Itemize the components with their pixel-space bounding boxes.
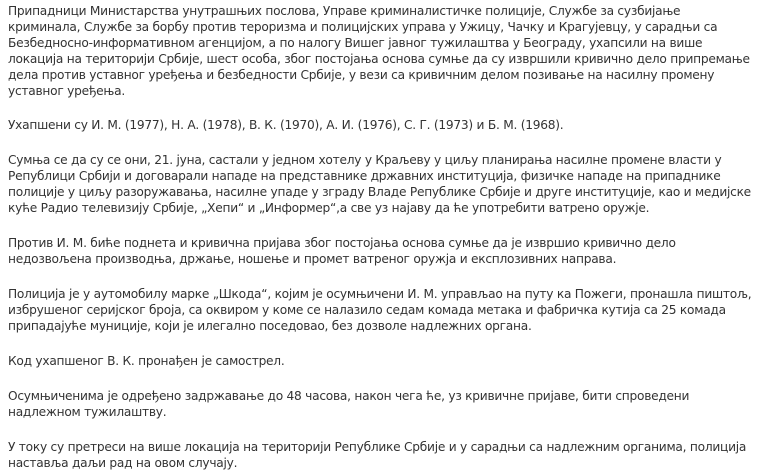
- paragraph-ongoing-searches: У току су претреси на више локација на територији Републике Србије и у сарадњи са надлежним органима, полиција наставља даљи рад на овом случају.: [8, 440, 747, 470]
- paragraph-crossbow-found: Код ухапшеног В. К. пронађен је самострел.: [8, 354, 285, 368]
- article-body: [8, 3, 753, 471]
- paragraph-arrested-list: Ухапшени су И. М. (1977), Н. А. (1978), В. К. (1970), А. И. (1976), С. Г. (1973) и Б. М. (1968).: [8, 118, 564, 132]
- paragraph-detention: Осумњиченима је одређено задржавање до 48 часова, након чега ће, уз кривичне пријаве, бити спроведени надлежном тужилаштву.: [8, 389, 690, 419]
- paragraph-suspicion-details: Сумња се да су се они, 21. јуна, састали у једном хотелу у Краљеву у циљу планирања насилне промене власти у Републици Србији и договарали нападе на представнике државних институција, физичке нападе на припаднике полиције у циљу разоружавања, насилне упаде у зграду Владе Републике Србије и друге институције, као и медијске куће Радио телевизију Србије, „Хепи“ и „Информер“,а све уз најаву да ће употребити ватрено оружје.: [8, 153, 751, 215]
- paragraph-criminal-complaint: Против И. М. биће поднета и кривична пријава због постојања основа сумње да је извршио кривично дело недозвољена производња, држање, ношење и промет ватреног оружја и експлозивних направа.: [8, 236, 676, 266]
- paragraph-arrest-announcement: Припадници Министарства унутрашњих послова, Управе криминалистичке полиције, Службе за сузбијање криминала, Службе за борбу против тероризма и полицијских управа у Ужицу, Чачку и Крагујевцу, у сарадњи са Безбедносно-информативном агенцијом, а по налогу Вишег јавног тужилаштва у Београду, ухапсили на више локација на територији Србије, шест особа, због постојања основа сумње да су извршили кривично дело припремање дела против уставног уређења и безбедности Србије, у вези са кривичним делом позивање на насилну промену уставног уређења.: [8, 4, 750, 98]
- paragraph-weapon-found: Полиција је у аутомобилу марке „Шкода“, којим је осумњичени И. М. управљао на путу ка Пожеги, пронашла пиштољ, избрушеног серијског броја, са оквиром у коме се налазило седам комада метака и фабричка кутија са 25 комада припадајуће муниције, који је илегално поседовао, без дозволе надлежних органа.: [8, 287, 752, 333]
